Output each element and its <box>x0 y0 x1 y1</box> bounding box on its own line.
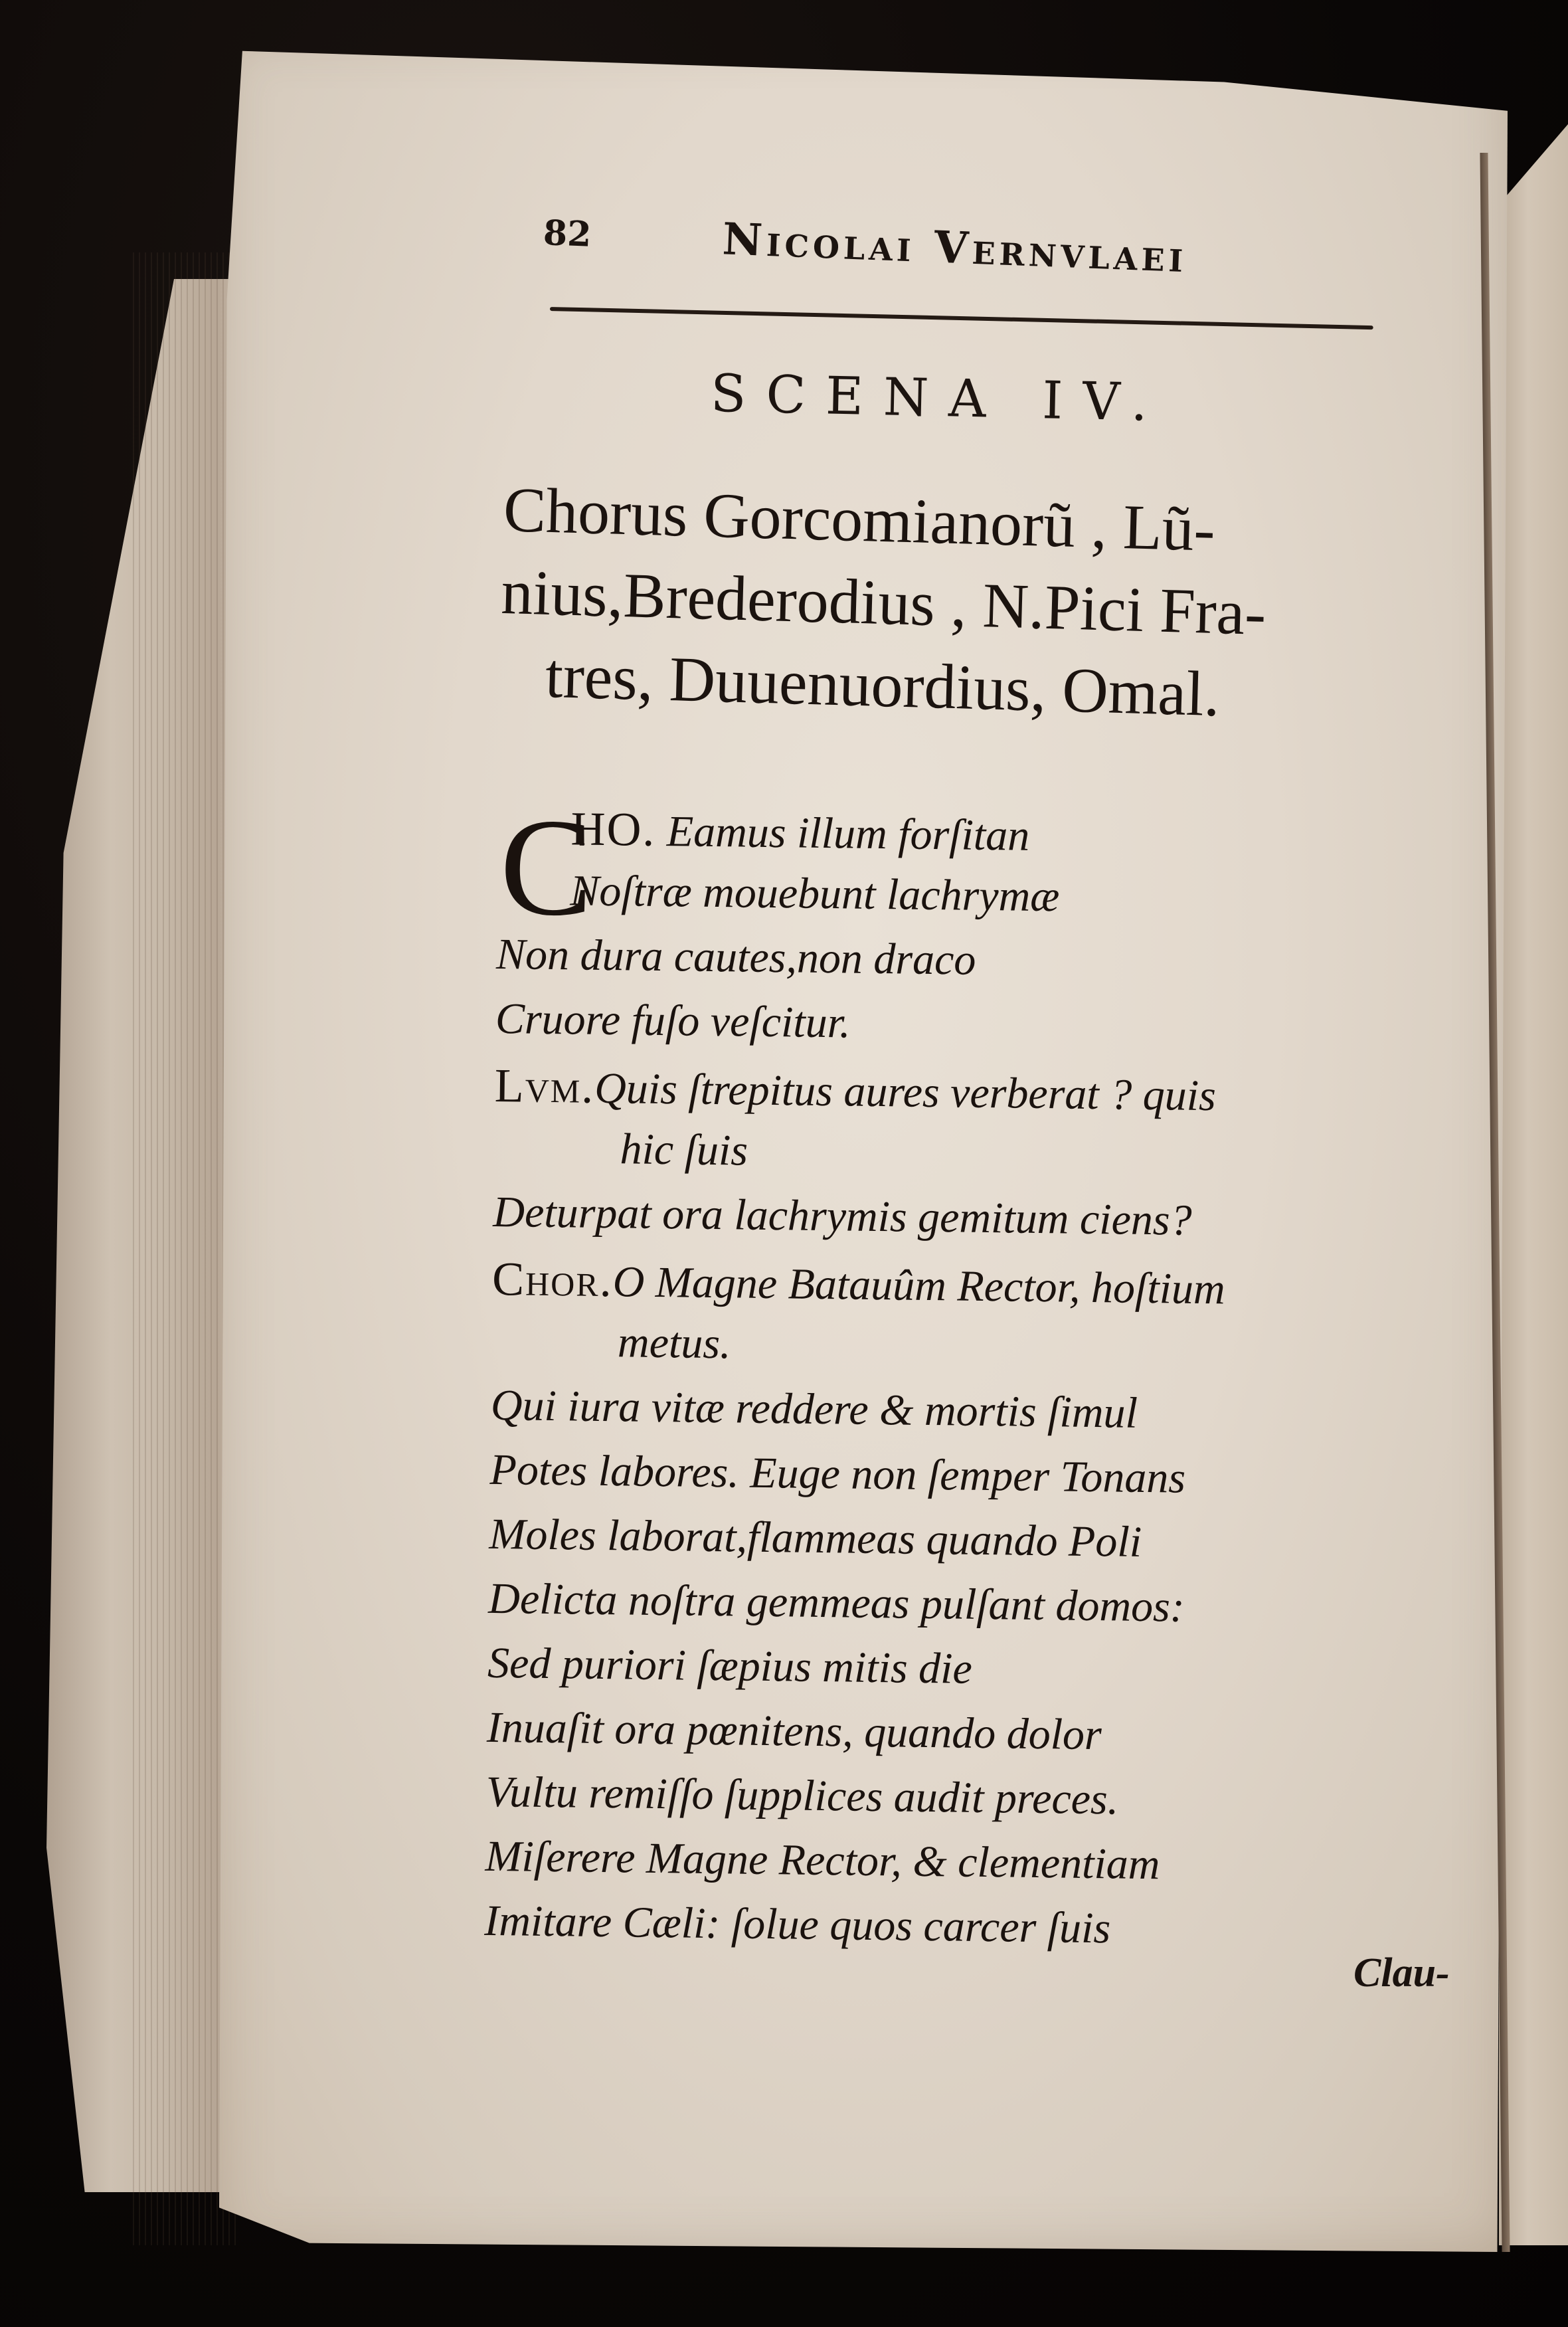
verse-text: Eamus illum forſitan <box>666 807 1030 860</box>
verse-text: Deturpat ora lachrymis gemitum ciens? <box>492 1187 1193 1245</box>
verse-line <box>495 929 1459 1006</box>
catchword: Clau- <box>1353 1950 1450 1996</box>
verse-text: Cruore fuſo veſcitur. <box>495 994 851 1048</box>
page-number: 82 <box>542 212 592 255</box>
verse-line <box>485 1767 1449 1843</box>
verse-text: Qui iura vitæ reddere & mortis ſimul <box>490 1380 1138 1438</box>
verse-line <box>492 1252 1456 1328</box>
verse-line <box>487 1638 1450 1715</box>
verse-line <box>497 800 1461 877</box>
verse-text: Noſtræ mouebunt lachrymæ <box>569 866 1060 921</box>
verse-line <box>488 1574 1452 1650</box>
cast-list <box>498 468 1448 742</box>
verse-text: hic ſuis <box>620 1125 748 1175</box>
verse-line <box>489 1509 1452 1586</box>
drop-cap: C <box>499 790 594 945</box>
verse-text: Moles laborat,flammeas quando Poli <box>489 1509 1142 1566</box>
verse-body <box>483 790 1461 1972</box>
verse-line <box>489 1445 1453 1521</box>
verse-text: Imitare Cæli: ſolue quos carcer ſuis <box>483 1896 1111 1953</box>
speaker-label: Lvm. <box>494 1058 595 1113</box>
verse-text: O Magne Batauûm Rector, hoſtium <box>612 1257 1226 1314</box>
cast-line: Chorus Gorcomianorũ , Lũ- <box>502 473 1217 565</box>
speaker-label: HO. <box>570 802 656 856</box>
verse-line <box>490 1380 1454 1457</box>
verse-line <box>484 1896 1448 1972</box>
cast-line: nius,Brederodius , N.Pici Fra- <box>500 555 1267 649</box>
scene-title: SCENA IV. <box>710 363 1168 434</box>
verse-text: Vultu remiſſo ſupplices audit preces. <box>485 1767 1119 1824</box>
cast-line: tres, Duuenuordius, Omal. <box>544 639 1221 730</box>
verse-text: metus. <box>617 1318 731 1368</box>
verse-line <box>485 1831 1448 1908</box>
facing-page <box>1499 120 1568 2245</box>
verse-line-continuation <box>493 1123 1457 1199</box>
verse-text: Sed puriori ſæpius mitis die <box>487 1638 973 1693</box>
verse-line <box>486 1703 1450 1779</box>
verse-text: Delicta noſtra gemmeas pulſant domos: <box>487 1574 1185 1631</box>
verse-line <box>494 1058 1458 1135</box>
running-title: Nicolai Vernvlaei <box>721 213 1188 283</box>
verse-line-continuation <box>491 1316 1454 1392</box>
verse-text: Non dura cautes,non draco <box>495 929 976 984</box>
verse-text: Miſerere Magne Rector, & clementiam <box>485 1831 1160 1889</box>
verse-text: Potes labores. Euge non ſemper Tonans <box>489 1445 1186 1503</box>
verse-text: Quis ſtrepitus aures verberat ? quis <box>594 1064 1217 1121</box>
verse-line <box>493 1187 1456 1263</box>
verse-line <box>497 865 1460 941</box>
verse-text: Inuaſit ora pœnitens, quando dolor <box>486 1703 1102 1760</box>
speaker-label: Chor. <box>491 1252 614 1307</box>
verse-line <box>495 994 1458 1070</box>
